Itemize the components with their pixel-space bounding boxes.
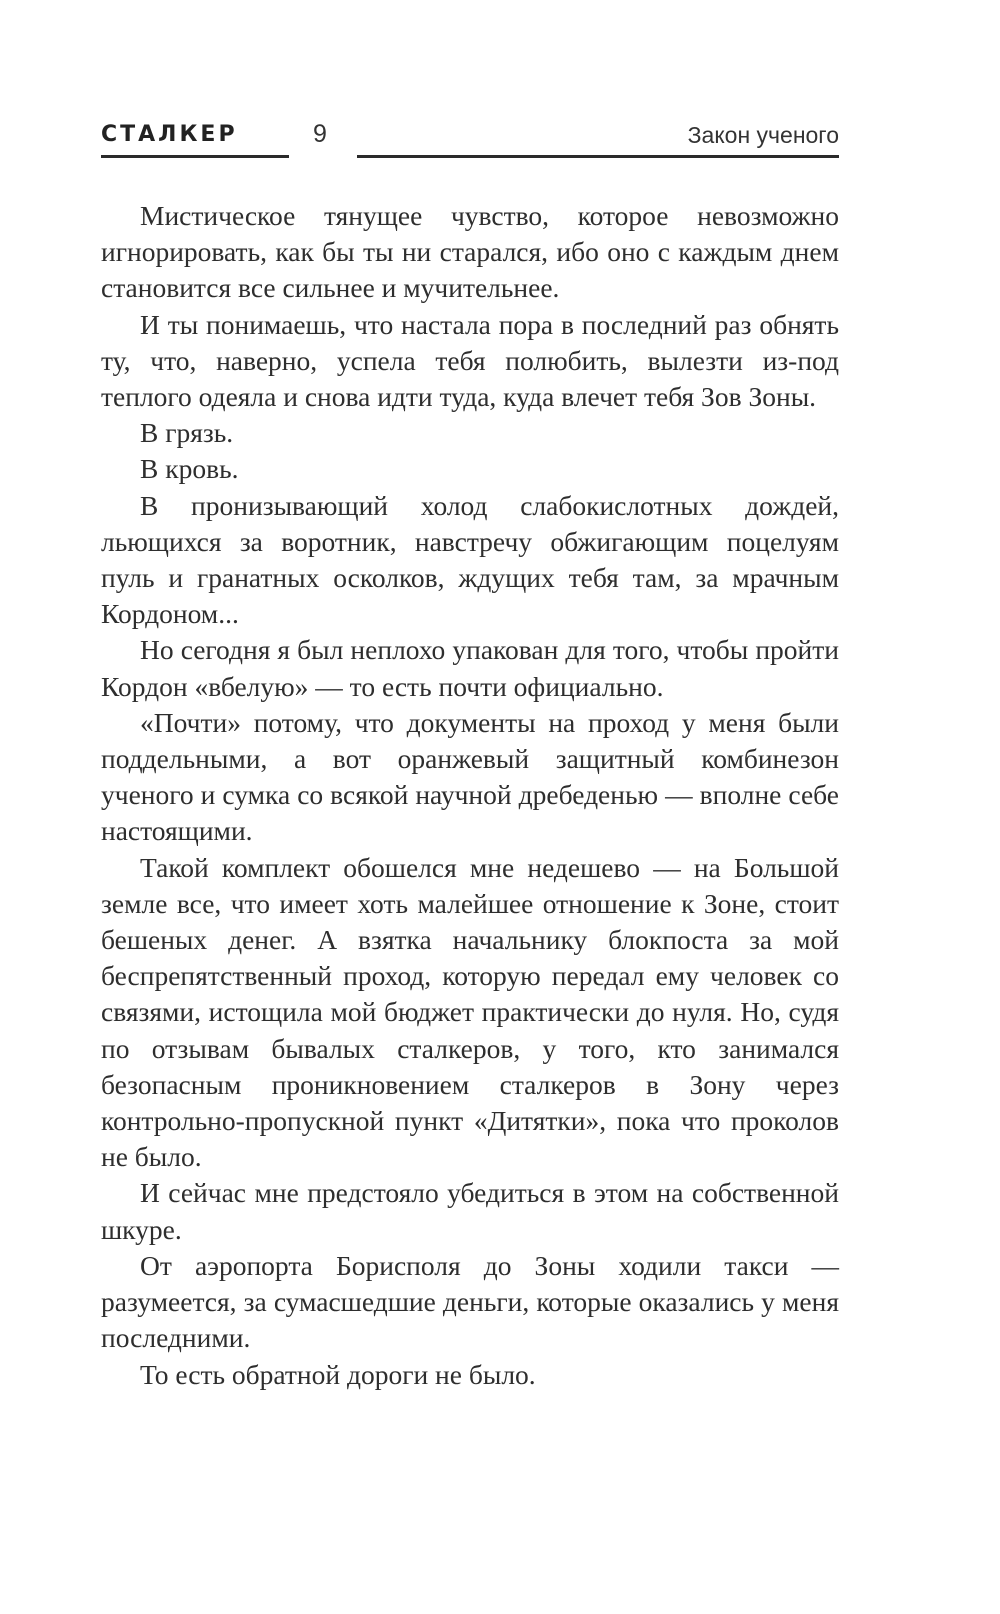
- chapter-title: Закон ученого: [687, 122, 839, 148]
- paragraph: В кровь.: [140, 453, 239, 485]
- paragraph: От аэропорта Борисполя до Зоны ходили такси — разумеется, за сумасшедшие деньги, которые оказались у меня последними.: [101, 1249, 839, 1354]
- paragraph: Такой комплект обошелся мне недешево — на Большой земле все, что имеет хоть малейшее отношение к Зоне, стоит бешеных денег. А взятка начальнику блокпоста за мой беспрепятственный проход, которую передал ему человек со связями, истощила мой бюджет практически до нуля. Но, судя по отзывам бывалых сталкеров, у того, кто занимался безопасным проникновением сталкеров в Зону через контрольно-пропускной пункт «Дитятки», пока что проколов не было.: [101, 851, 839, 1173]
- paragraph: И сейчас мне предстояло убедиться в этом на собственной шкуре.: [101, 1177, 839, 1245]
- paragraph: В пронизывающий холод слабокислотных дождей, льющихся за воротник, навстречу обжигающим поцелуям пуль и гранатных осколков, ждущих тебя там, за мрачным Кордоном...: [101, 489, 839, 630]
- running-header: [101, 118, 839, 160]
- paragraph: В грязь.: [140, 417, 234, 449]
- body-text: [101, 198, 839, 1393]
- paragraph: И ты понимаешь, что настала пора в последний раз обнять ту, что, наверно, успела тебя полюбить, вылезти из-под теплого одеяла и снова идти туда, куда влечет тебя Зов Зоны.: [101, 308, 839, 413]
- header-rule-left: [101, 155, 289, 158]
- header-rule-right: [357, 155, 839, 158]
- paragraph: «Почти» потому, что документы на проход у меня были поддельными, а вот оранжевый защитный комбинезон ученого и сумка со всякой научной дребеденью — вполне себе настоящими.: [101, 706, 839, 847]
- paragraph: Но сегодня я был неплохо упакован для того, чтобы пройти Кордон «вбелую» — то есть почти официально.: [101, 634, 839, 702]
- page-number: 9: [313, 120, 327, 148]
- paragraph: Мистическое тянущее чувство, которое невозможно игнорировать, как бы ты ни старался, ибо оно с каждым днем становится все сильнее и мучительнее.: [101, 200, 839, 304]
- paragraph: То есть обратной дороги не было.: [140, 1358, 536, 1390]
- series-title: СТАЛКЕР: [101, 122, 238, 147]
